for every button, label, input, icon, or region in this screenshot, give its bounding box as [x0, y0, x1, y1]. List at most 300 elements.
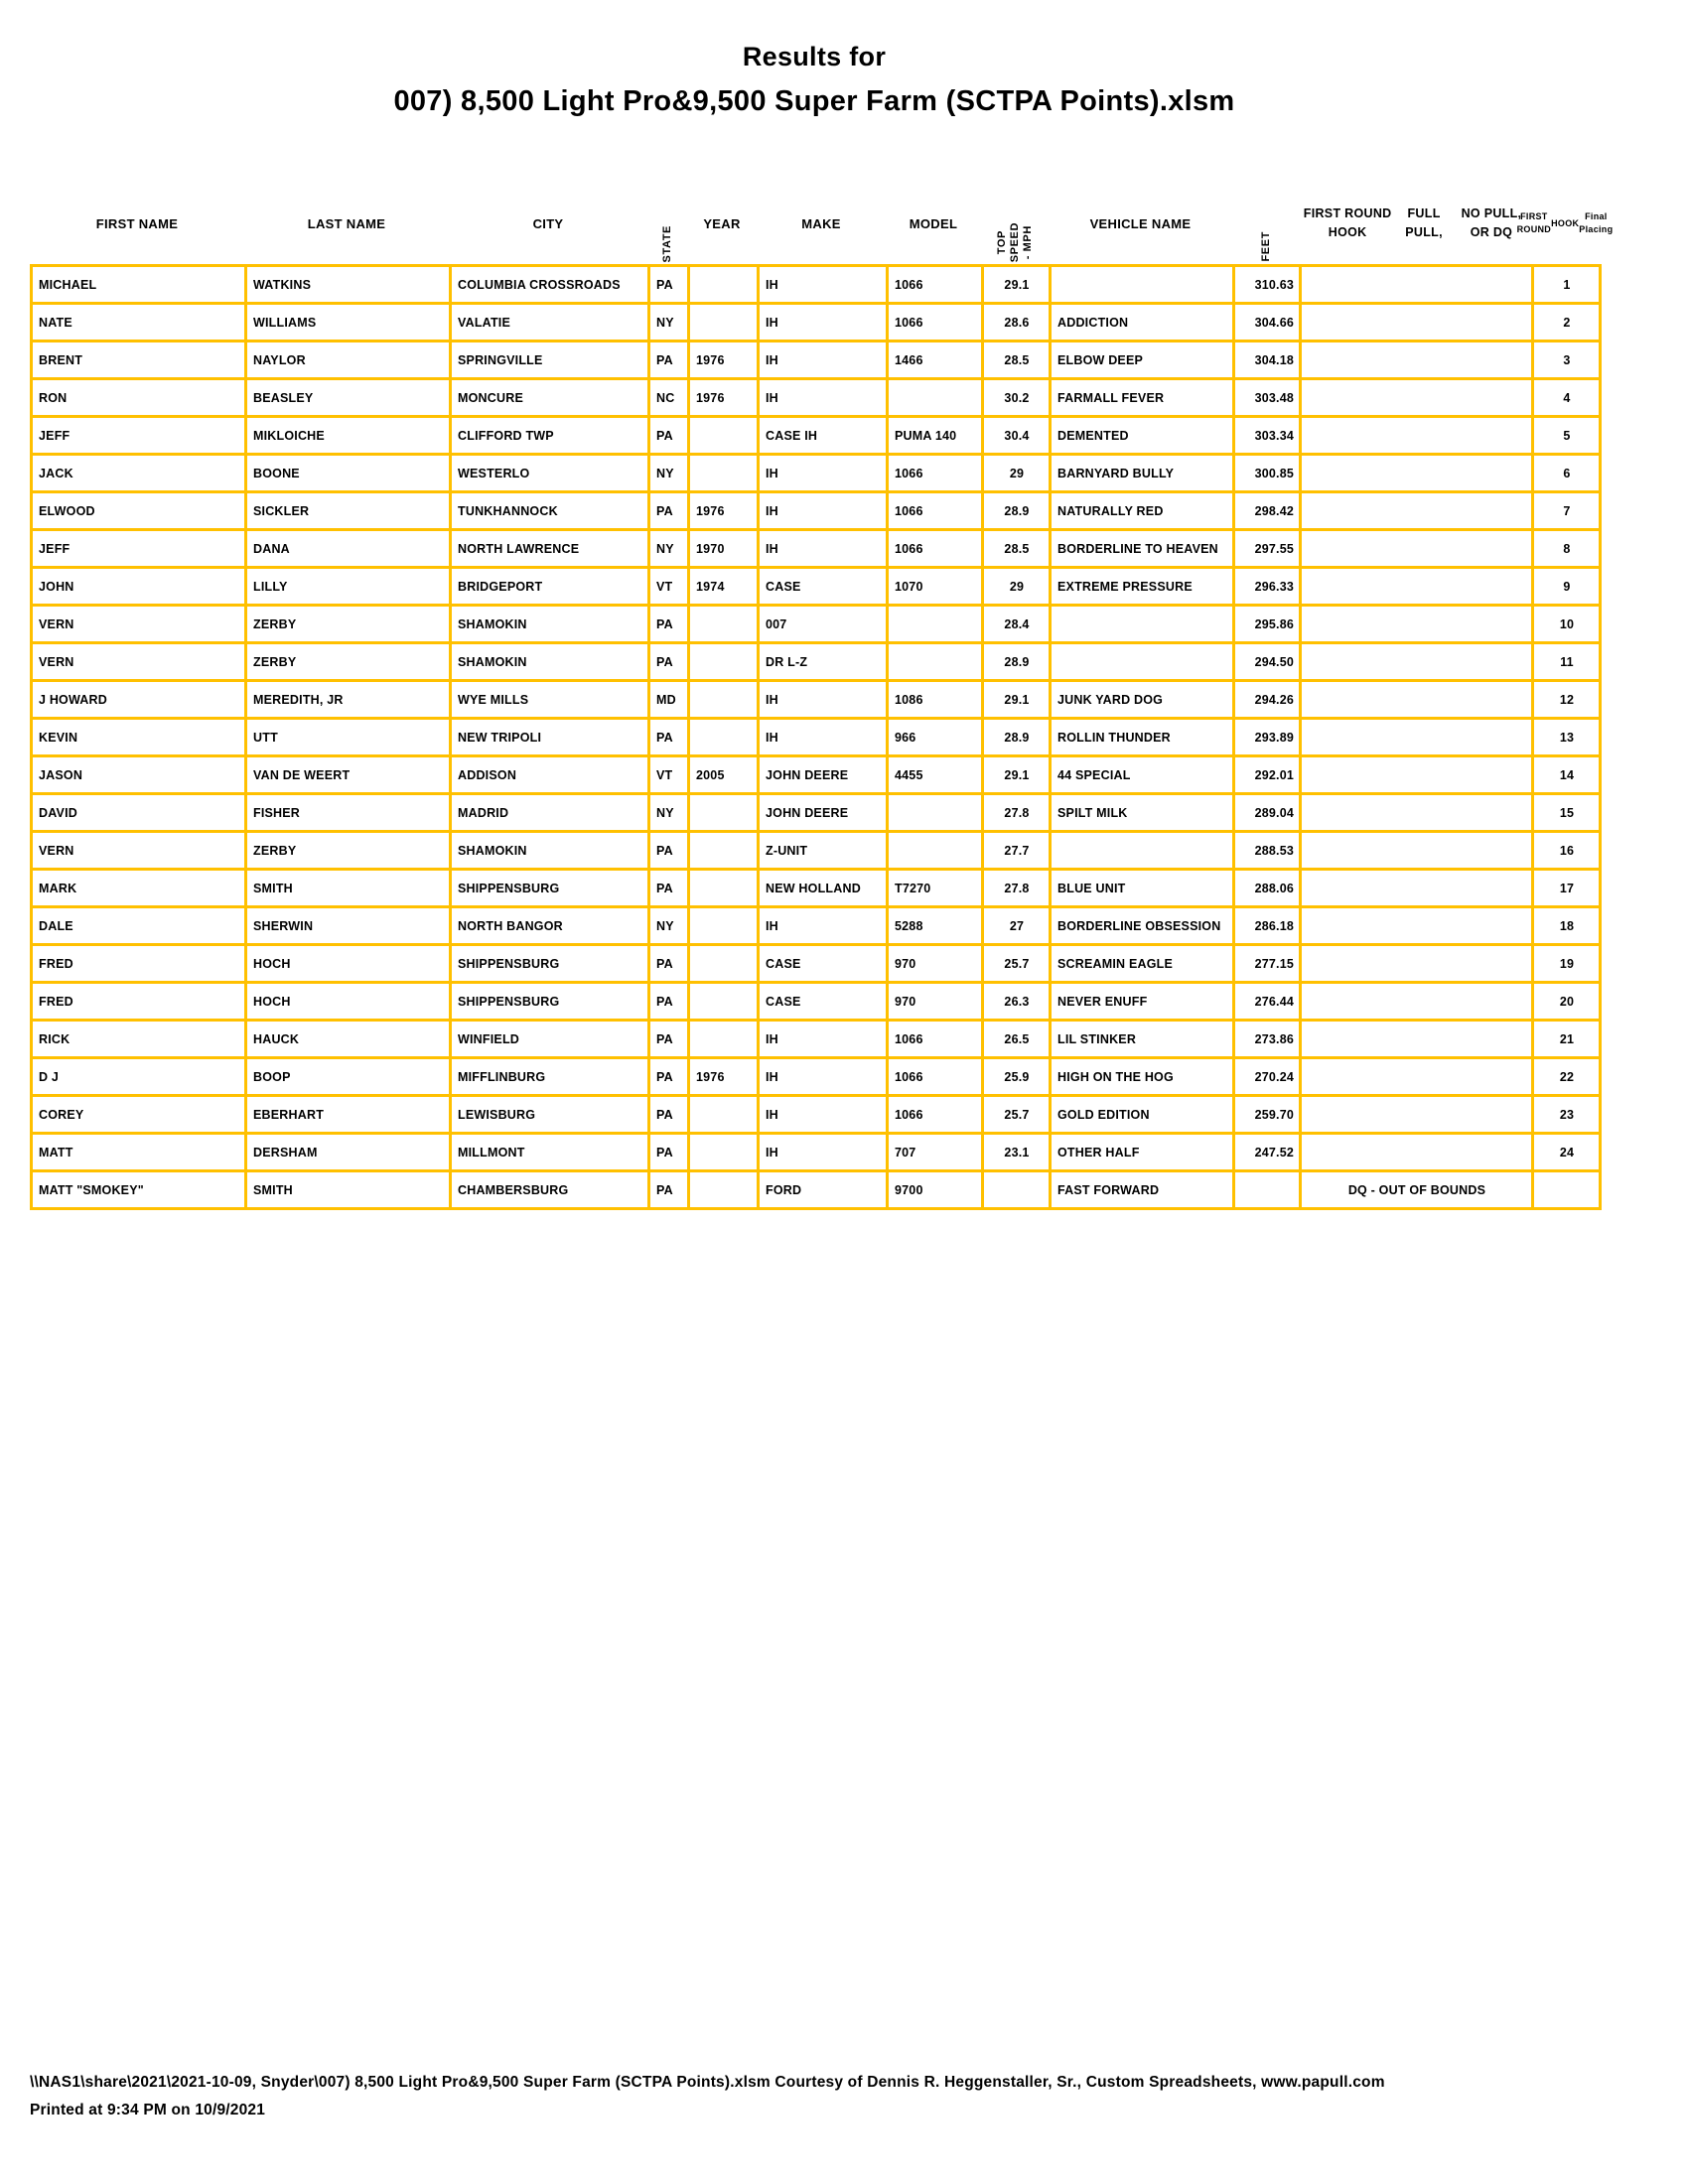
cell-year: 1976	[689, 1058, 759, 1096]
cell-first-round-hook	[1301, 1021, 1533, 1058]
table-row	[32, 379, 1601, 417]
cell-vehicle-name: JUNK YARD DOG	[1051, 681, 1234, 719]
cell-make: IH	[759, 1021, 888, 1058]
column-header-top-speed	[981, 183, 1049, 264]
column-header-feet	[1232, 183, 1299, 264]
cell-city: SHAMOKIN	[451, 643, 649, 681]
cell-make: IH	[759, 1134, 888, 1171]
cell-city: CLIFFORD TWP	[451, 417, 649, 455]
cell-vehicle-name	[1051, 643, 1234, 681]
cell-first-round-hook	[1301, 530, 1533, 568]
cell-model: 5288	[888, 907, 983, 945]
cell-city: NEW TRIPOLI	[451, 719, 649, 756]
cell-first-name: MATT "SMOKEY"	[32, 1171, 246, 1209]
cell-top-speed: 29.1	[983, 681, 1051, 719]
cell-first-name: JASON	[32, 756, 246, 794]
cell-vehicle-name: HIGH ON THE HOG	[1051, 1058, 1234, 1096]
cell-final-placing: 2	[1533, 304, 1601, 341]
cell-year: 1974	[689, 568, 759, 606]
cell-city: NORTH LAWRENCE	[451, 530, 649, 568]
column-header-state	[647, 183, 687, 264]
cell-feet: 286.18	[1234, 907, 1301, 945]
cell-vehicle-name: BORDERLINE TO HEAVEN	[1051, 530, 1234, 568]
cell-state: PA	[649, 1171, 689, 1209]
cell-vehicle-name: ELBOW DEEP	[1051, 341, 1234, 379]
cell-first-name: MATT	[32, 1134, 246, 1171]
cell-last-name: SMITH	[246, 870, 451, 907]
table-row	[32, 983, 1601, 1021]
cell-last-name: EBERHART	[246, 1096, 451, 1134]
cell-state: PA	[649, 643, 689, 681]
cell-final-placing: 8	[1533, 530, 1601, 568]
cell-first-round-hook	[1301, 1134, 1533, 1171]
table-row	[32, 304, 1601, 341]
cell-city: VALATIE	[451, 304, 649, 341]
cell-vehicle-name: BARNYARD BULLY	[1051, 455, 1234, 492]
cell-final-placing: 21	[1533, 1021, 1601, 1058]
cell-city: WINFIELD	[451, 1021, 649, 1058]
table-row	[32, 568, 1601, 606]
column-header-vehicle-name: VEHICLE NAME	[1089, 215, 1192, 231]
column-header-make: MAKE	[801, 215, 841, 231]
cell-first-name: MARK	[32, 870, 246, 907]
cell-feet: 293.89	[1234, 719, 1301, 756]
cell-top-speed: 29	[983, 455, 1051, 492]
cell-last-name: DERSHAM	[246, 1134, 451, 1171]
cell-model: 970	[888, 983, 983, 1021]
cell-first-name: DALE	[32, 907, 246, 945]
table-row	[32, 266, 1601, 304]
cell-first-name: COREY	[32, 1096, 246, 1134]
cell-model: T7270	[888, 870, 983, 907]
table-row	[32, 945, 1601, 983]
table-row	[32, 719, 1601, 756]
footer	[30, 2069, 1668, 2124]
cell-feet: 310.63	[1234, 266, 1301, 304]
cell-vehicle-name: GOLD EDITION	[1051, 1096, 1234, 1134]
cell-vehicle-name: DEMENTED	[1051, 417, 1234, 455]
cell-vehicle-name: ADDICTION	[1051, 304, 1234, 341]
cell-first-name: BRENT	[32, 341, 246, 379]
cell-make: IH	[759, 681, 888, 719]
column-header-city: CITY	[532, 215, 564, 231]
cell-first-name: J HOWARD	[32, 681, 246, 719]
cell-last-name: DANA	[246, 530, 451, 568]
cell-first-round-hook	[1301, 606, 1533, 643]
cell-first-round-hook	[1301, 568, 1533, 606]
cell-year: 1976	[689, 341, 759, 379]
cell-first-name: RON	[32, 379, 246, 417]
cell-top-speed: 27	[983, 907, 1051, 945]
cell-city: SHIPPENSBURG	[451, 870, 649, 907]
cell-feet: 304.66	[1234, 304, 1301, 341]
cell-model: 1066	[888, 1021, 983, 1058]
cell-last-name: SICKLER	[246, 492, 451, 530]
cell-state: PA	[649, 266, 689, 304]
cell-first-round-hook	[1301, 492, 1533, 530]
cell-first-round-hook: DQ - OUT OF BOUNDS	[1301, 1171, 1533, 1209]
table-row	[32, 794, 1601, 832]
cell-top-speed: 26.3	[983, 983, 1051, 1021]
cell-final-placing: 17	[1533, 870, 1601, 907]
cell-first-round-hook	[1301, 341, 1533, 379]
cell-make: CASE	[759, 983, 888, 1021]
table-row	[32, 1021, 1601, 1058]
cell-final-placing: 22	[1533, 1058, 1601, 1096]
cell-final-placing: 5	[1533, 417, 1601, 455]
cell-year	[689, 455, 759, 492]
cell-city: SPRINGVILLE	[451, 341, 649, 379]
cell-feet: 276.44	[1234, 983, 1301, 1021]
cell-city: LEWISBURG	[451, 1096, 649, 1134]
cell-feet: 273.86	[1234, 1021, 1301, 1058]
cell-year	[689, 417, 759, 455]
cell-last-name: ZERBY	[246, 832, 451, 870]
cell-state: NY	[649, 907, 689, 945]
cell-top-speed: 30.2	[983, 379, 1051, 417]
cell-state: VT	[649, 568, 689, 606]
cell-model	[888, 379, 983, 417]
page-title: Results for	[742, 42, 887, 71]
cell-final-placing	[1533, 1171, 1601, 1209]
cell-make: IH	[759, 455, 888, 492]
cell-city: MILLMONT	[451, 1134, 649, 1171]
cell-city: WYE MILLS	[451, 681, 649, 719]
cell-state: PA	[649, 1058, 689, 1096]
cell-final-placing: 18	[1533, 907, 1601, 945]
table-row	[32, 756, 1601, 794]
cell-vehicle-name	[1051, 266, 1234, 304]
cell-first-name: D J	[32, 1058, 246, 1096]
cell-last-name: LILLY	[246, 568, 451, 606]
cell-model	[888, 643, 983, 681]
cell-feet: 304.18	[1234, 341, 1301, 379]
cell-vehicle-name: 44 SPECIAL	[1051, 756, 1234, 794]
cell-last-name: NAYLOR	[246, 341, 451, 379]
cell-make: CASE	[759, 945, 888, 983]
cell-first-round-hook	[1301, 945, 1533, 983]
cell-feet: 292.01	[1234, 756, 1301, 794]
cell-model: 1466	[888, 341, 983, 379]
cell-final-placing: 19	[1533, 945, 1601, 983]
cell-first-round-hook	[1301, 907, 1533, 945]
cell-final-placing: 6	[1533, 455, 1601, 492]
column-header-first-round-hook: FIRST ROUND HOOK FULL PULL, NO PULL, OR DQ	[1303, 206, 1522, 239]
cell-last-name: BEASLEY	[246, 379, 451, 417]
cell-feet: 303.34	[1234, 417, 1301, 455]
cell-first-round-hook	[1301, 417, 1533, 455]
cell-model: 1066	[888, 1096, 983, 1134]
table-row	[32, 341, 1601, 379]
cell-top-speed: 23.1	[983, 1134, 1051, 1171]
cell-top-speed: 29.1	[983, 266, 1051, 304]
cell-year	[689, 304, 759, 341]
cell-model	[888, 794, 983, 832]
footer-printed-timestamp: Printed at 9:34 PM on 10/9/2021	[30, 2102, 266, 2118]
cell-make: IH	[759, 266, 888, 304]
cell-vehicle-name: FARMALL FEVER	[1051, 379, 1234, 417]
cell-year	[689, 1171, 759, 1209]
table-row	[32, 1096, 1601, 1134]
table-row	[32, 606, 1601, 643]
cell-last-name: VAN DE WEERT	[246, 756, 451, 794]
cell-top-speed	[983, 1171, 1051, 1209]
cell-last-name: BOONE	[246, 455, 451, 492]
cell-year	[689, 643, 759, 681]
cell-last-name: MIKLOICHE	[246, 417, 451, 455]
cell-make: CASE	[759, 568, 888, 606]
cell-make: JOHN DEERE	[759, 794, 888, 832]
cell-top-speed: 27.7	[983, 832, 1051, 870]
cell-final-placing: 9	[1533, 568, 1601, 606]
cell-model: 1066	[888, 530, 983, 568]
cell-state: PA	[649, 1096, 689, 1134]
cell-state: NY	[649, 794, 689, 832]
top-speed-vertical-label: TOP SPEED - MPH	[995, 221, 1034, 262]
cell-feet	[1234, 1171, 1301, 1209]
cell-first-name: FRED	[32, 983, 246, 1021]
cell-final-placing: 4	[1533, 379, 1601, 417]
cell-first-round-hook	[1301, 266, 1533, 304]
cell-vehicle-name	[1051, 606, 1234, 643]
cell-top-speed: 25.9	[983, 1058, 1051, 1096]
cell-model: PUMA 140	[888, 417, 983, 455]
cell-first-round-hook	[1301, 643, 1533, 681]
cell-model: 1066	[888, 492, 983, 530]
cell-model	[888, 606, 983, 643]
cell-year	[689, 870, 759, 907]
cell-make: IH	[759, 1058, 888, 1096]
cell-city: TUNKHANNOCK	[451, 492, 649, 530]
table-row	[32, 530, 1601, 568]
table-row	[32, 492, 1601, 530]
cell-make: IH	[759, 304, 888, 341]
cell-state: PA	[649, 1134, 689, 1171]
cell-city: MIFFLINBURG	[451, 1058, 649, 1096]
cell-city: WESTERLO	[451, 455, 649, 492]
cell-first-name: JOHN	[32, 568, 246, 606]
cell-top-speed: 28.6	[983, 304, 1051, 341]
cell-state: NY	[649, 304, 689, 341]
cell-state: PA	[649, 1021, 689, 1058]
cell-make: IH	[759, 719, 888, 756]
table-row	[32, 870, 1601, 907]
cell-first-round-hook	[1301, 455, 1533, 492]
cell-state: PA	[649, 606, 689, 643]
cell-final-placing: 20	[1533, 983, 1601, 1021]
cell-first-name: VERN	[32, 832, 246, 870]
cell-feet: 289.04	[1234, 794, 1301, 832]
cell-first-name: MICHAEL	[32, 266, 246, 304]
cell-make: CASE IH	[759, 417, 888, 455]
cell-year	[689, 983, 759, 1021]
table-row	[32, 1171, 1601, 1209]
cell-year	[689, 794, 759, 832]
cell-vehicle-name: ROLLIN THUNDER	[1051, 719, 1234, 756]
cell-final-placing: 10	[1533, 606, 1601, 643]
cell-final-placing: 1	[1533, 266, 1601, 304]
cell-top-speed: 28.9	[983, 492, 1051, 530]
cell-year	[689, 266, 759, 304]
cell-model: 1086	[888, 681, 983, 719]
cell-last-name: WATKINS	[246, 266, 451, 304]
title-block	[30, 42, 1599, 118]
cell-state: PA	[649, 832, 689, 870]
cell-city: SHAMOKIN	[451, 606, 649, 643]
cell-vehicle-name	[1051, 832, 1234, 870]
cell-vehicle-name: SCREAMIN EAGLE	[1051, 945, 1234, 983]
cell-first-round-hook	[1301, 983, 1533, 1021]
cell-vehicle-name: SPILT MILK	[1051, 794, 1234, 832]
cell-vehicle-name: EXTREME PRESSURE	[1051, 568, 1234, 606]
table-row	[32, 1058, 1601, 1096]
cell-year	[689, 719, 759, 756]
table-row	[32, 643, 1601, 681]
cell-year	[689, 832, 759, 870]
cell-model: 1066	[888, 455, 983, 492]
cell-final-placing: 13	[1533, 719, 1601, 756]
table-row	[32, 417, 1601, 455]
cell-model: 1066	[888, 304, 983, 341]
cell-year	[689, 681, 759, 719]
cell-make: IH	[759, 530, 888, 568]
cell-first-name: JEFF	[32, 417, 246, 455]
cell-feet: 295.86	[1234, 606, 1301, 643]
cell-make: IH	[759, 379, 888, 417]
cell-first-round-hook	[1301, 681, 1533, 719]
cell-first-round-hook	[1301, 794, 1533, 832]
state-vertical-label: STATE	[661, 224, 673, 262]
cell-model: 9700	[888, 1171, 983, 1209]
cell-first-name: VERN	[32, 643, 246, 681]
cell-state: NY	[649, 530, 689, 568]
cell-last-name: MEREDITH, JR	[246, 681, 451, 719]
cell-year	[689, 606, 759, 643]
table-row	[32, 681, 1601, 719]
table-row	[32, 832, 1601, 870]
column-header-model: MODEL	[909, 215, 958, 231]
cell-first-name: ELWOOD	[32, 492, 246, 530]
cell-top-speed: 28.5	[983, 341, 1051, 379]
column-header-last-name: LAST NAME	[307, 215, 386, 231]
cell-last-name: SHERWIN	[246, 907, 451, 945]
cell-vehicle-name: FAST FORWARD	[1051, 1171, 1234, 1209]
cell-final-placing: 3	[1533, 341, 1601, 379]
cell-state: NC	[649, 379, 689, 417]
cell-first-round-hook	[1301, 1058, 1533, 1096]
cell-feet: 297.55	[1234, 530, 1301, 568]
cell-state: PA	[649, 945, 689, 983]
cell-year	[689, 907, 759, 945]
cell-first-round-hook	[1301, 304, 1533, 341]
cell-city: SHIPPENSBURG	[451, 945, 649, 983]
cell-final-placing: 7	[1533, 492, 1601, 530]
table-row	[32, 455, 1601, 492]
cell-make: IH	[759, 341, 888, 379]
cell-city: MADRID	[451, 794, 649, 832]
cell-make: IH	[759, 492, 888, 530]
cell-feet: 294.26	[1234, 681, 1301, 719]
cell-state: NY	[649, 455, 689, 492]
results-table	[30, 264, 1602, 1210]
cell-top-speed: 30.4	[983, 417, 1051, 455]
cell-model: 1066	[888, 266, 983, 304]
cell-first-name: KEVIN	[32, 719, 246, 756]
cell-year	[689, 1021, 759, 1058]
cell-top-speed: 26.5	[983, 1021, 1051, 1058]
cell-state: PA	[649, 719, 689, 756]
table-row	[32, 907, 1601, 945]
cell-city: ADDISON	[451, 756, 649, 794]
cell-top-speed: 27.8	[983, 870, 1051, 907]
cell-feet: 298.42	[1234, 492, 1301, 530]
cell-first-round-hook	[1301, 1096, 1533, 1134]
cell-top-speed: 28.9	[983, 643, 1051, 681]
cell-state: PA	[649, 417, 689, 455]
cell-vehicle-name: BLUE UNIT	[1051, 870, 1234, 907]
cell-feet: 288.53	[1234, 832, 1301, 870]
cell-year	[689, 1134, 759, 1171]
cell-top-speed: 28.4	[983, 606, 1051, 643]
cell-state: PA	[649, 983, 689, 1021]
cell-city: SHAMOKIN	[451, 832, 649, 870]
cell-top-speed: 28.9	[983, 719, 1051, 756]
cell-make: Z-UNIT	[759, 832, 888, 870]
cell-vehicle-name: NEVER ENUFF	[1051, 983, 1234, 1021]
cell-top-speed: 28.5	[983, 530, 1051, 568]
cell-model: 966	[888, 719, 983, 756]
cell-year	[689, 1096, 759, 1134]
cell-year	[689, 945, 759, 983]
cell-last-name: WILLIAMS	[246, 304, 451, 341]
cell-vehicle-name: OTHER HALF	[1051, 1134, 1234, 1171]
cell-city: MONCURE	[451, 379, 649, 417]
cell-model: 707	[888, 1134, 983, 1171]
cell-year: 2005	[689, 756, 759, 794]
cell-feet: 300.85	[1234, 455, 1301, 492]
column-headers	[30, 183, 1614, 264]
cell-last-name: ZERBY	[246, 606, 451, 643]
cell-final-placing: 24	[1533, 1134, 1601, 1171]
cell-final-placing: 16	[1533, 832, 1601, 870]
cell-first-name: VERN	[32, 606, 246, 643]
cell-first-round-hook	[1301, 756, 1533, 794]
cell-first-round-hook	[1301, 379, 1533, 417]
cell-state: MD	[649, 681, 689, 719]
footer-file-path: \\NAS1\share\2021\2021-10-09, Snyder\007) 8,500 Light Pro&9,500 Super Farm (SCTPA Points).xlsm Courtesy of Dennis R. Heggenstaller, Sr., Custom Spreadsheets, www.papull.com	[30, 2074, 1385, 2091]
cell-state: PA	[649, 492, 689, 530]
cell-year: 1976	[689, 492, 759, 530]
cell-feet: 303.48	[1234, 379, 1301, 417]
cell-year: 1970	[689, 530, 759, 568]
cell-feet: 277.15	[1234, 945, 1301, 983]
column-header-year: YEAR	[703, 215, 741, 231]
cell-top-speed: 29.1	[983, 756, 1051, 794]
cell-city: NORTH BANGOR	[451, 907, 649, 945]
column-header-final-placing: FIRST ROUND HOOK Final Placing	[1516, 211, 1614, 234]
cell-make: JOHN DEERE	[759, 756, 888, 794]
cell-state: PA	[649, 341, 689, 379]
cell-first-round-hook	[1301, 870, 1533, 907]
cell-last-name: HOCH	[246, 945, 451, 983]
cell-model: 1066	[888, 1058, 983, 1096]
cell-make: NEW HOLLAND	[759, 870, 888, 907]
cell-top-speed: 27.8	[983, 794, 1051, 832]
cell-last-name: BOOP	[246, 1058, 451, 1096]
cell-make: IH	[759, 907, 888, 945]
cell-feet: 259.70	[1234, 1096, 1301, 1134]
cell-vehicle-name: BORDERLINE OBSESSION	[1051, 907, 1234, 945]
